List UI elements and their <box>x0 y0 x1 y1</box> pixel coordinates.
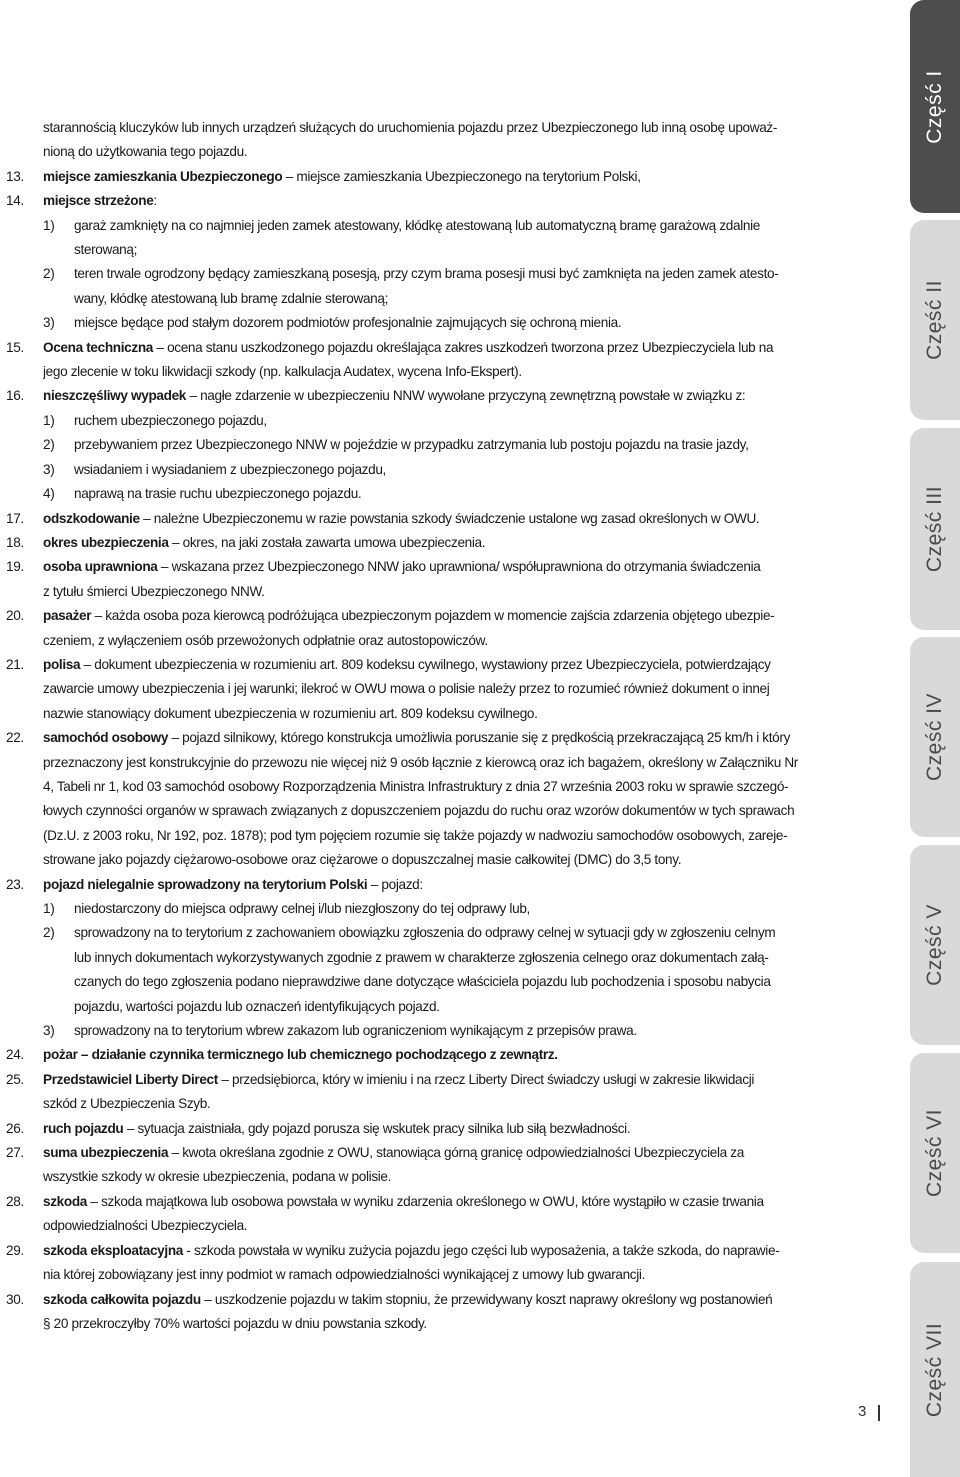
term: polisa <box>43 656 81 672</box>
definition-text: – każda osoba poza kierowcą podróżująca ubezpieczonym pojazdem w momencie zajścia zdarzenia objętego ubezpie- <box>91 608 775 624</box>
sub-item-text: sprowadzony na to terytorium z zachowaniem obowiązku zgłoszenia do odprawy celnej w sytuacji gdy w zgłoszeniu celnym <box>74 925 776 941</box>
tab-czesc-3[interactable] <box>910 428 960 630</box>
sub-item-text: sprowadzony na to terytorium wbrew zakazom lub ograniczeniom wynikającym z przepisów prawa. <box>74 1023 637 1039</box>
definition-text: strowane jako pojazdy ciężarowo-osobowe oraz ciężarowe o dopuszczalnej masie całkowitej (DMC) do 3,5 tony. <box>43 852 682 868</box>
item-number: 26. <box>6 1120 24 1136</box>
definition-item-17 <box>6 507 856 531</box>
term: osoba uprawniona <box>43 559 158 575</box>
sub-item-text: garaż zamknięty na co najmniej jeden zamek atestowany, kłódkę atestowaną lub automatyczną bramę garażową zdalnie <box>74 217 760 233</box>
tab-label: Część IV <box>923 692 946 782</box>
item-number: 30. <box>6 1291 24 1307</box>
item-number: 20. <box>6 608 24 624</box>
definition-text: 4, Tabeli nr 1, kod 03 samochód osobowy Rozporządzenia Ministra Infrastruktury z dnia 27 września 2003 roku w sprawie szczegó- <box>43 778 789 794</box>
definition-text: czeniem, z wyłączeniem osób przewożonych odpłatnie oraz autostopowiczów. <box>43 632 488 648</box>
definition-text: – ocena stanu uszkodzonego pojazdu określająca zakres uszkodzeń tworzona przez Ubezpieczyciela lub na <box>153 339 774 355</box>
definition-item-18 <box>6 531 856 555</box>
definition-text: – dokument ubezpieczenia w rozumieniu art. 809 kodeksu cywilnego, wystawiony przez Ubezpieczyciela, potwierdzający <box>80 656 771 672</box>
term: suma ubezpieczenia <box>43 1145 169 1161</box>
tab-czesc-6[interactable] <box>910 1053 960 1253</box>
definition-text: - szkoda powstała w wyniku zużycia pojazdu jego części lub wyposażenia, a także szkoda, do naprawie- <box>183 1242 780 1258</box>
term: pojazd nielegalnie sprowadzony na terytorium Polski <box>43 876 368 892</box>
item-number: 23. <box>6 876 24 892</box>
sub-item-number: 2) <box>43 437 55 453</box>
definition-text: (Dz.U. z 2003 roku, Nr 192, poz. 1878); pod tym pojęciem rozumie się także pojazdy w nadwoziu samochodów osobowych, zareje- <box>43 827 788 843</box>
tab-label: Część VII <box>923 1322 946 1417</box>
definition-text: zawarcie umowy ubezpieczenia i jej warunki; ilekroć w OWU mowa o polisie należy przez to rozumieć również dokument o innej <box>43 681 770 697</box>
term: miejsce strzeżone <box>43 193 154 209</box>
sub-item-text: wany, kłódkę atestowaną lub bramę zdalnie sterowaną; <box>74 290 389 306</box>
definition-text: jego zlecenie w toku likwidacji szkody (np. kalkulacja Audatex, wycena Info-Ekspert). <box>43 364 522 380</box>
sub-item <box>43 482 856 506</box>
definition-item-26 <box>6 1117 856 1141</box>
tab-czesc-4[interactable] <box>910 637 960 837</box>
definition-text: – szkoda majątkowa lub osobowa powstała w wyniku zdarzenia określonego w OWU, które wystąpiło w czasie trwania <box>87 1193 764 1209</box>
term: Ocena techniczna <box>43 339 153 355</box>
definition-text: szkód z Ubezpieczenia Szyb. <box>43 1096 211 1112</box>
sub-item-text: lub innych dokumentach wykorzystywanych zgodnie z prawem w charakterze zgłoszenia celnego oraz dokumentach załą- <box>74 949 769 965</box>
item-number: 18. <box>6 534 24 550</box>
definition-text: – wskazana przez Ubezpieczonego NNW jako uprawniona/ współuprawniona do otrzymania świadczenia <box>157 559 761 575</box>
sub-item <box>43 433 856 457</box>
definition-text: – przedsiębiorca, który w imieniu i na rzecz Liberty Direct świadczy usługi w zakresie likwidacji <box>217 1071 755 1087</box>
definition-item-20 <box>6 604 856 653</box>
definition-text: – sytuacja zaistniała, gdy pojazd porusza się wskutek pracy silnika lub siłą bezwładności. <box>123 1120 631 1136</box>
item-number: 19. <box>6 559 24 575</box>
definition-item-30 <box>6 1288 856 1337</box>
sub-item-number: 3) <box>43 1023 55 1039</box>
continuation-line: nioną do użytkowania tego pojazdu. <box>43 144 248 160</box>
item-number: 15. <box>6 339 24 355</box>
item-number: 21. <box>6 656 24 672</box>
definition-item-27 <box>6 1141 856 1190</box>
sub-item-number: 3) <box>43 315 55 331</box>
term: odszkodowanie <box>43 510 140 526</box>
term: nieszczęśliwy wypadek <box>43 388 187 404</box>
term: Przedstawiciel Liberty Direct <box>43 1071 218 1087</box>
tab-czesc-2[interactable] <box>910 220 960 420</box>
definition-text: : <box>153 193 157 209</box>
definition-text: – pojazd silnikowy, którego konstrukcja umożliwia poruszanie się z prędkością przekraczającą 25 km/h i który <box>168 730 791 746</box>
sub-item-number: 2) <box>43 266 55 282</box>
tab-czesc-5[interactable] <box>910 845 960 1045</box>
item-number: 17. <box>6 510 24 526</box>
definition-text: – kwota określana zgodnie z OWU, stanowiąca górną granicę odpowiedzialności Ubezpieczyciela za <box>168 1145 744 1161</box>
sub-item-text: teren trwale ogrodzony będący zamieszkaną posesją, przy czym brama posesji musi być zamknięta na jeden zamek atesto- <box>74 266 779 282</box>
sub-item-number: 1) <box>43 412 55 428</box>
item-number: 16. <box>6 388 24 404</box>
definition-item-15 <box>6 336 856 385</box>
term: okres ubezpieczenia <box>43 534 169 550</box>
definition-item-25 <box>6 1068 856 1117</box>
definition-item-28 <box>6 1190 856 1239</box>
item-number: 28. <box>6 1193 24 1209</box>
item-number: 13. <box>6 168 24 184</box>
definition-text: – miejsce zamieszkania Ubezpieczonego na terytorium Polski, <box>282 168 641 184</box>
definition-text: – okres, na jaki została zawarta umowa ubezpieczenia. <box>168 534 486 550</box>
definition-text: – nagłe zdarzenie w ubezpieczeniu NNW wywołane przyczyną zewnętrzną powstałe w związku z: <box>186 388 746 404</box>
definition-text: nazwie stanowiący dokument ubezpieczenia w rozumieniu art. 809 kodeksu cywilnego. <box>43 705 538 721</box>
definition-text: nia której zobowiązany jest inny podmiot w ramach odpowiedzialności wynikającej z umowy lub gwarancji. <box>43 1267 645 1283</box>
item-number: 29. <box>6 1242 24 1258</box>
section-tabs <box>910 0 960 1477</box>
sub-item <box>43 409 856 433</box>
term: pożar – działanie czynnika termicznego lub chemicznego pochodzącego z zewnątrz. <box>43 1047 558 1063</box>
sub-item-text: miejsce będące pod stałym dozorem podmiotów profesjonalnie zajmujących się ochroną mienia. <box>74 315 622 331</box>
definition-item-29 <box>6 1239 856 1288</box>
sub-item-text: czanych do tego zgłoszenia podano nieprawdziwe dane dotyczące właściciela pojazdu lub pochodzenia i sposobu nabycia <box>74 974 771 990</box>
definition-item-21 <box>6 653 856 726</box>
sub-item-number: 2) <box>43 925 55 941</box>
definition-item-22 <box>6 726 856 872</box>
sub-item-text: pojazdu, wartości pojazdu lub oznaczeń identyfikujących pojazd. <box>74 998 440 1014</box>
sub-item <box>43 921 856 1019</box>
definition-text: odpowiedzialności Ubezpieczyciela. <box>43 1218 248 1234</box>
definition-text: – należne Ubezpieczonemu w razie powstania szkody świadczenie ustalone wg zasad określonych w OWU. <box>139 510 760 526</box>
definition-item-23 <box>6 873 856 1044</box>
sub-item-text: przebywaniem przez Ubezpieczonego NNW w pojeździe w przypadku zatrzymania lub postoju pojazdu na trasie jazdy, <box>74 437 749 453</box>
sub-item-text: wsiadaniem i wysiadaniem z ubezpieczonego pojazdu, <box>74 461 386 477</box>
sub-item-number: 1) <box>43 217 55 233</box>
page-number: 3 <box>858 1403 867 1420</box>
definition-text: § 20 przekroczyłby 70% wartości pojazdu w dniu powstania szkody. <box>43 1315 427 1331</box>
item-number: 14. <box>6 193 24 209</box>
term: miejsce zamieszkania Ubezpieczonego <box>43 168 283 184</box>
term: szkoda całkowita pojazdu <box>43 1291 201 1307</box>
sub-item <box>43 458 856 482</box>
term: ruch pojazdu <box>43 1120 124 1136</box>
term: szkoda <box>43 1193 87 1209</box>
item-number: 22. <box>6 730 24 746</box>
term: samochód osobowy <box>43 730 169 746</box>
tab-label: Część V <box>923 904 946 986</box>
page-number-divider <box>878 1405 880 1421</box>
item-number: 25. <box>6 1071 24 1087</box>
sub-item <box>43 1019 856 1043</box>
sub-item <box>43 214 856 263</box>
sub-item <box>43 897 856 921</box>
tab-label: Część VI <box>923 1108 946 1198</box>
item-number: 24. <box>6 1047 24 1063</box>
definition-text: – uszkodzenie pojazdu w takim stopniu, że przewidywany koszt naprawy określony wg postanowień <box>200 1291 773 1307</box>
term: szkoda eksploatacyjna <box>43 1242 183 1258</box>
sub-item <box>43 311 856 335</box>
sub-item-number: 4) <box>43 486 55 502</box>
sub-item-number: 1) <box>43 901 55 916</box>
sub-item-text: ruchem ubezpieczonego pojazdu, <box>74 412 267 428</box>
sub-item <box>43 262 856 311</box>
sub-item-text: niedostarczony do miejsca odprawy celnej i/lub niezgłoszony do tej odprawy lub, <box>74 901 530 916</box>
definition-item-24 <box>6 1043 856 1067</box>
sub-item-number: 3) <box>43 461 55 477</box>
definition-text: przeznaczony jest konstrukcyjnie do przewozu nie więcej niż 9 osób łącznie z kierowcą oraz ich bagażem, określony w Załączniku Nr <box>43 754 798 770</box>
definition-item-14 <box>6 189 856 335</box>
tab-czesc-1[interactable] <box>910 0 960 213</box>
sub-item-text: naprawą na trasie ruchu ubezpieczonego pojazdu. <box>74 486 362 502</box>
term: pasażer <box>43 608 92 624</box>
definitions-list <box>6 116 856 1336</box>
tab-czesc-7[interactable] <box>910 1262 960 1477</box>
tab-label: Część III <box>923 485 946 573</box>
tab-label: Część II <box>923 280 946 360</box>
definition-item-19 <box>6 555 856 604</box>
definition-item-16 <box>6 384 856 506</box>
definition-text: łowych czynności organów w sprawach związanych z dopuszczeniem pojazdu do ruchu oraz wzorów dokumentów w tych sprawach <box>43 803 795 819</box>
definition-text: z tytułu śmierci Ubezpieczonego NNW. <box>43 583 265 599</box>
definition-text: – pojazd: <box>367 876 423 892</box>
sub-item-text: sterowaną; <box>74 242 137 258</box>
item-number: 27. <box>6 1145 24 1161</box>
tab-label: Część I <box>923 69 946 144</box>
definition-text: wszystkie szkody w okresie ubezpieczenia, podana w polisie. <box>43 1169 392 1185</box>
definition-item-13 <box>6 165 856 189</box>
continuation-line: starannością kluczyków lub innych urządzeń służących do uruchomienia pojazdu przez Ubezpieczonego lub inną osobę upoważ- <box>43 120 778 135</box>
